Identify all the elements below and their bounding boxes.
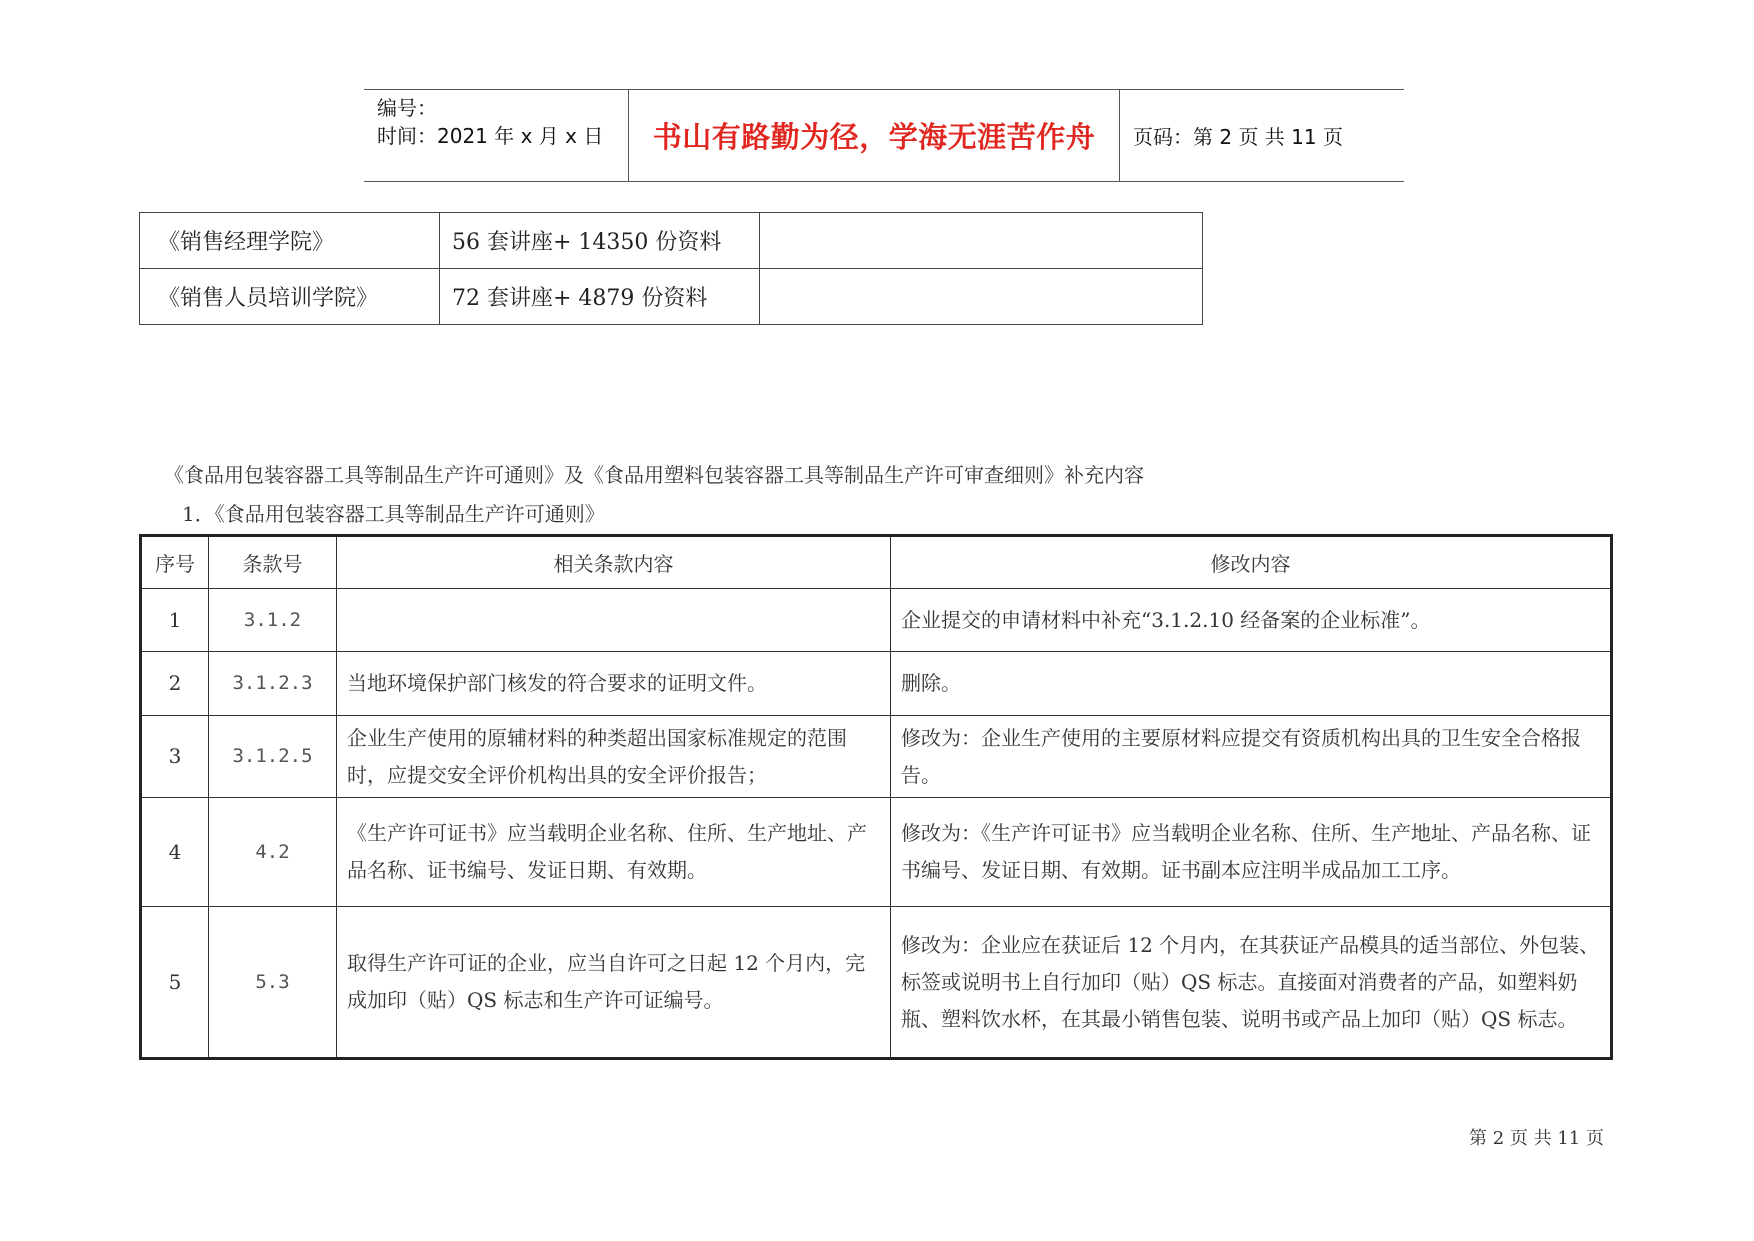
row-clause: 5.3 bbox=[209, 907, 337, 1059]
row-no: 1 bbox=[141, 589, 209, 652]
header-change: 修改内容 bbox=[891, 536, 1612, 589]
table-row bbox=[141, 716, 1612, 798]
row-content: 《生产许可证书》应当载明企业名称、住所、生产地址、产品名称、证书编号、发证日期、有效期。 bbox=[337, 798, 891, 907]
header-page-number: 页码：第 2 页 共 11 页 bbox=[1133, 125, 1343, 149]
catalog-name: 《销售经理学院》 bbox=[140, 213, 440, 269]
document-date-label: 时间：2021 年 x 月 x 日 bbox=[377, 124, 604, 148]
row-change: 企业提交的申请材料中补充“3.1.2.10 经备案的企业标准”。 bbox=[891, 589, 1612, 652]
row-content: 企业生产使用的原辅材料的种类超出国家标准规定的范围时，应提交安全评价机构出具的安全评价报告； bbox=[337, 716, 891, 798]
row-clause: 4.2 bbox=[209, 798, 337, 907]
header-motto-cell bbox=[628, 90, 1120, 181]
catalog-desc: 56 套讲座+ 14350 份资料 bbox=[440, 213, 760, 269]
row-no: 3 bbox=[141, 716, 209, 798]
row-clause: 3.1.2.3 bbox=[209, 652, 337, 716]
row-content: 当地环境保护部门核发的符合要求的证明文件。 bbox=[337, 652, 891, 716]
page-header bbox=[364, 89, 1404, 182]
catalog-extra bbox=[760, 213, 1203, 269]
catalog-desc: 72 套讲座+ 4879 份资料 bbox=[440, 269, 760, 325]
header-no: 序号 bbox=[141, 536, 209, 589]
row-clause: 3.1.2.5 bbox=[209, 716, 337, 798]
row-no: 4 bbox=[141, 798, 209, 907]
row-change: 修改为：《生产许可证书》应当载明企业名称、住所、生产地址、产品名称、证书编号、发证日期、有效期。证书副本应注明半成品加工工序。 bbox=[891, 798, 1612, 907]
catalog-row bbox=[140, 269, 1203, 325]
catalog-table bbox=[139, 212, 1203, 325]
row-change: 删除。 bbox=[891, 652, 1612, 716]
page-footer: 第 2 页 共 11 页 bbox=[1469, 1128, 1604, 1149]
table-row bbox=[141, 907, 1612, 1059]
document-number-label: 编号： bbox=[377, 96, 437, 120]
intro-paragraph: 《食品用包装容器工具等制品生产许可通则》及《食品用塑料包装容器工具等制品生产许可审查细则》补充内容 bbox=[164, 463, 1144, 487]
header-meta bbox=[364, 90, 628, 181]
row-change: 修改为：企业应在获证后 12 个月内，在其获证产品模具的适当部位、外包装、标签或说明书上自行加印（贴）QS 标志。直接面对消费者的产品，如塑料奶瓶、塑料饮水杯，在其最小销售包装、说明书或产品上加印（贴）QS 标志。 bbox=[891, 907, 1612, 1059]
row-content: 取得生产许可证的企业，应当自许可之日起 12 个月内，完成加印（贴）QS 标志和生产许可证编号。 bbox=[337, 907, 891, 1059]
row-no: 5 bbox=[141, 907, 209, 1059]
table-row bbox=[141, 589, 1612, 652]
header-motto: 书山有路勤为径，学海无涯苦作舟 bbox=[652, 120, 1096, 154]
catalog-name: 《销售人员培训学院》 bbox=[140, 269, 440, 325]
header-content: 相关条款内容 bbox=[337, 536, 891, 589]
header-clause: 条款号 bbox=[209, 536, 337, 589]
table-header-row bbox=[141, 536, 1612, 589]
table-row bbox=[141, 652, 1612, 716]
row-content bbox=[337, 589, 891, 652]
section-title: 1．《食品用包装容器工具等制品生产许可通则》 bbox=[182, 502, 605, 526]
row-clause: 3.1.2 bbox=[209, 589, 337, 652]
table-row bbox=[141, 798, 1612, 907]
revision-table bbox=[139, 534, 1613, 1060]
row-no: 2 bbox=[141, 652, 209, 716]
catalog-row bbox=[140, 213, 1203, 269]
row-change: 修改为：企业生产使用的主要原材料应提交有资质机构出具的卫生安全合格报告。 bbox=[891, 716, 1612, 798]
catalog-extra bbox=[760, 269, 1203, 325]
